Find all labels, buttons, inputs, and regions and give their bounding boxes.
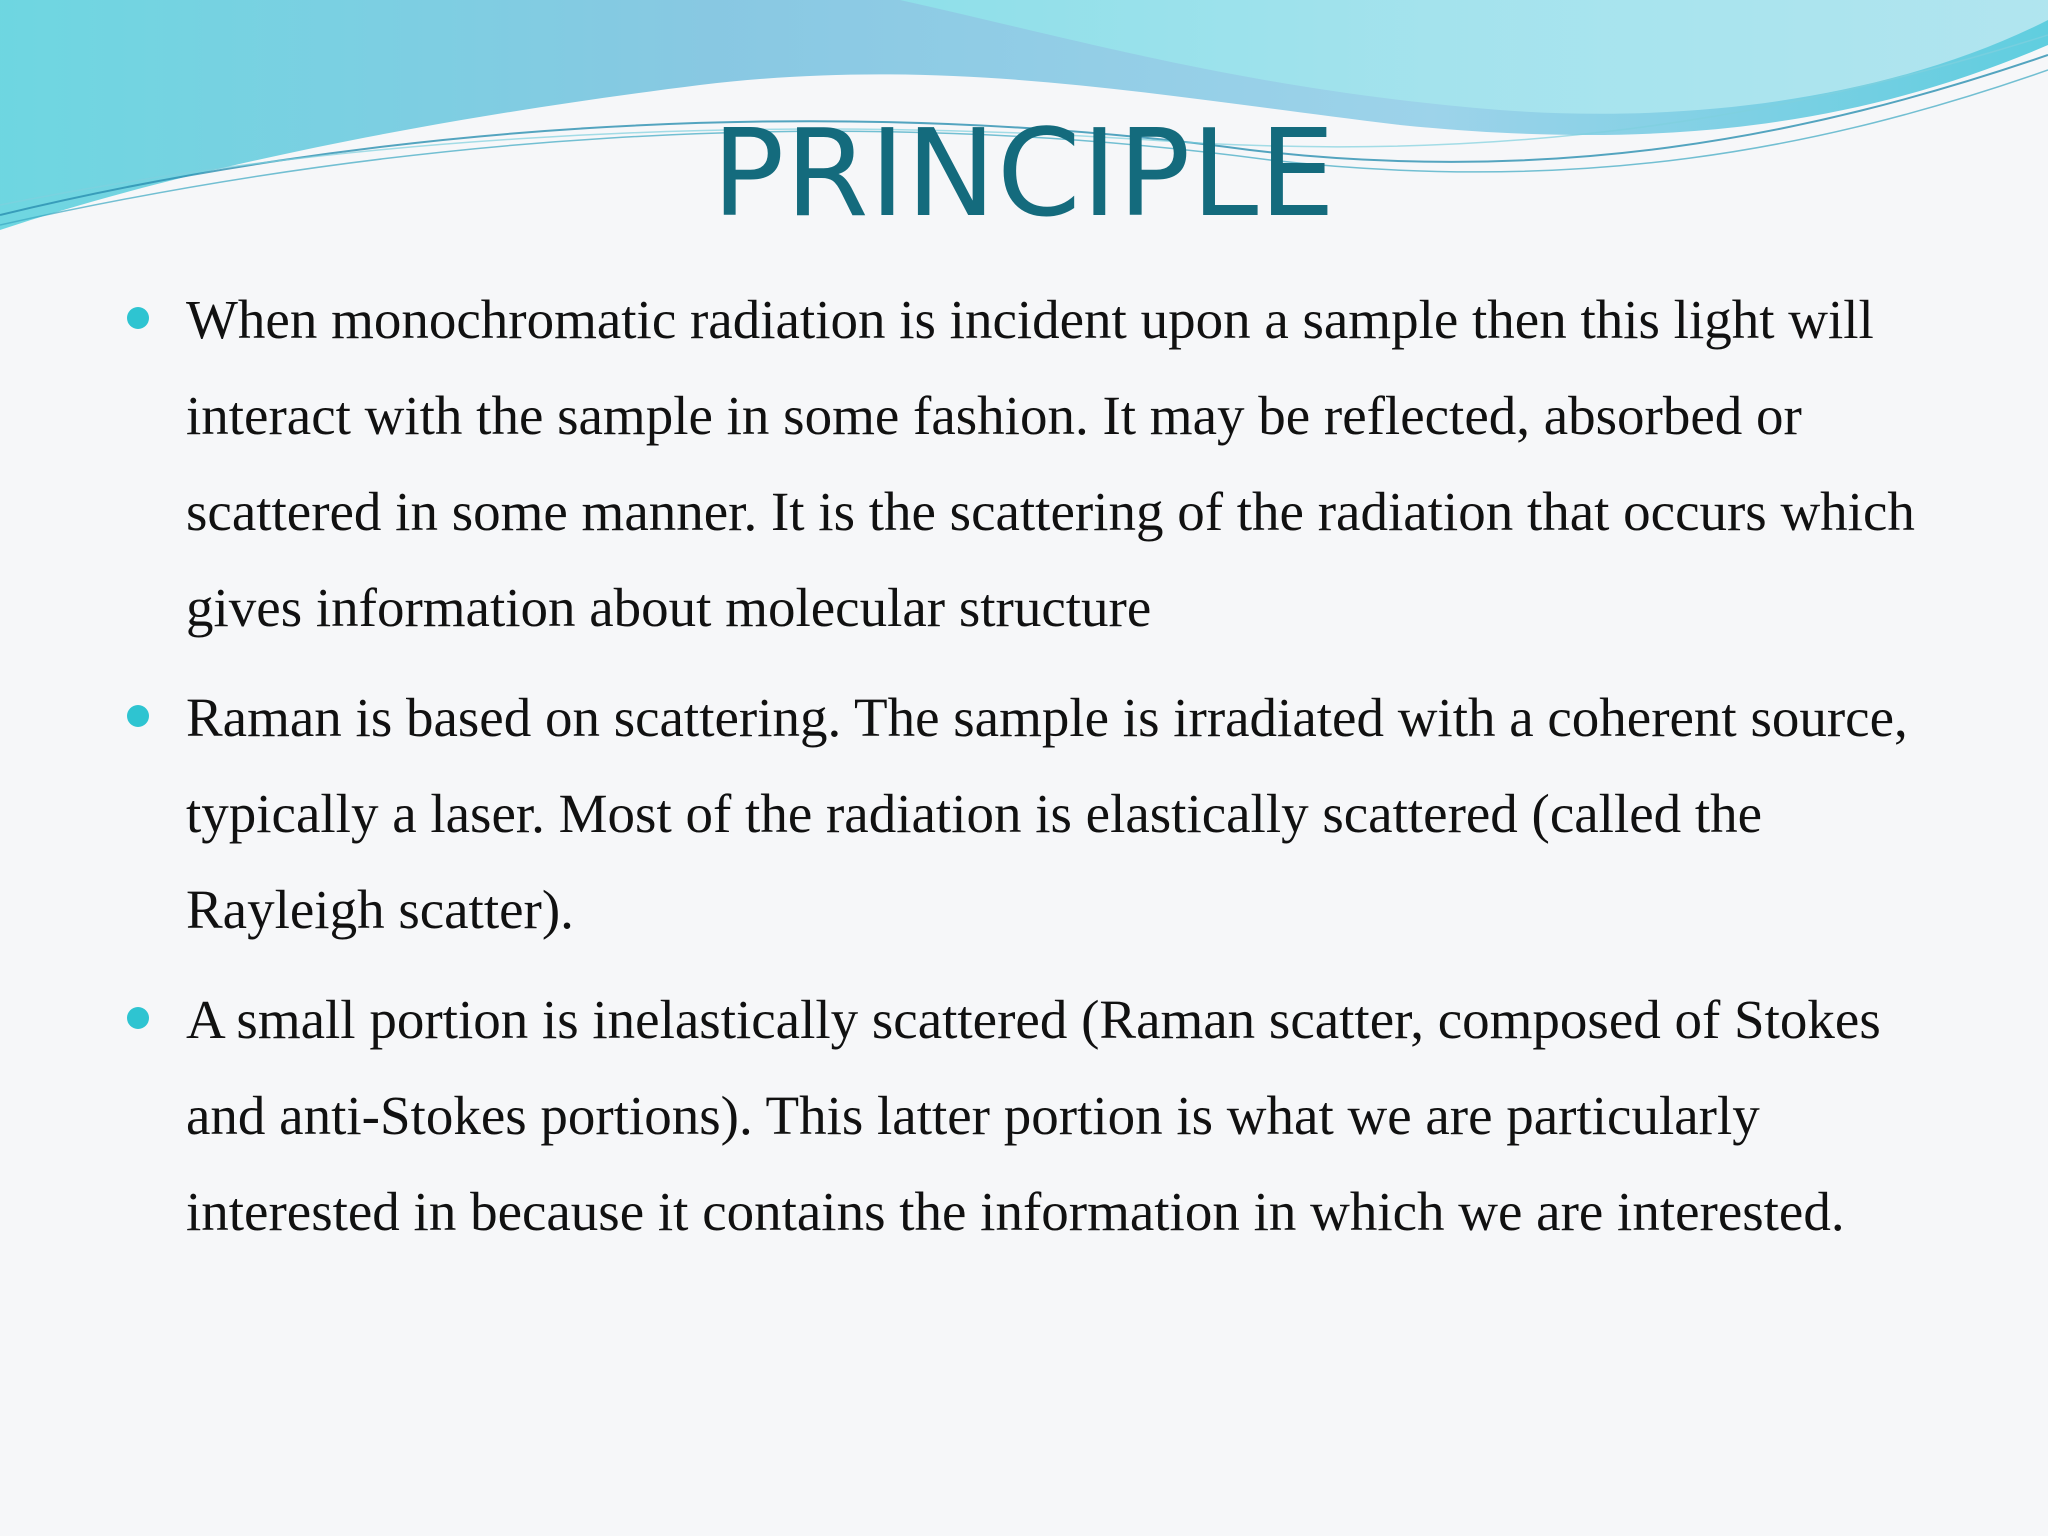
bullet-text: A small portion is inelastically scattered (Raman scatter, composed of Stokes and anti-Stokes portions). This latter portion is what we are particularly interested in because it contains the information in which we are interested. xyxy=(186,989,1881,1242)
bullet-list xyxy=(125,272,1925,1274)
bullet-dot-icon xyxy=(127,1007,149,1029)
bullet-item xyxy=(125,972,1925,1260)
bullet-text: Raman is based on scattering. The sample is irradiated with a coherent source, typically a laser. Most of the radiation is elastically scattered (called the Rayleigh scatter). xyxy=(186,687,1908,940)
bullet-item xyxy=(125,272,1925,656)
bullet-dot-icon xyxy=(127,307,149,329)
slide-title: PRINCIPLE xyxy=(711,105,1337,244)
bullet-text: When monochromatic radiation is incident upon a sample then this light will interact with the sample in some fashion. It may be reflected, absorbed or scattered in some manner. It is the scattering of the radiation that occurs which gives information about molecular structure xyxy=(186,289,1915,638)
bullet-dot-icon xyxy=(127,705,149,727)
bullet-item xyxy=(125,670,1925,958)
